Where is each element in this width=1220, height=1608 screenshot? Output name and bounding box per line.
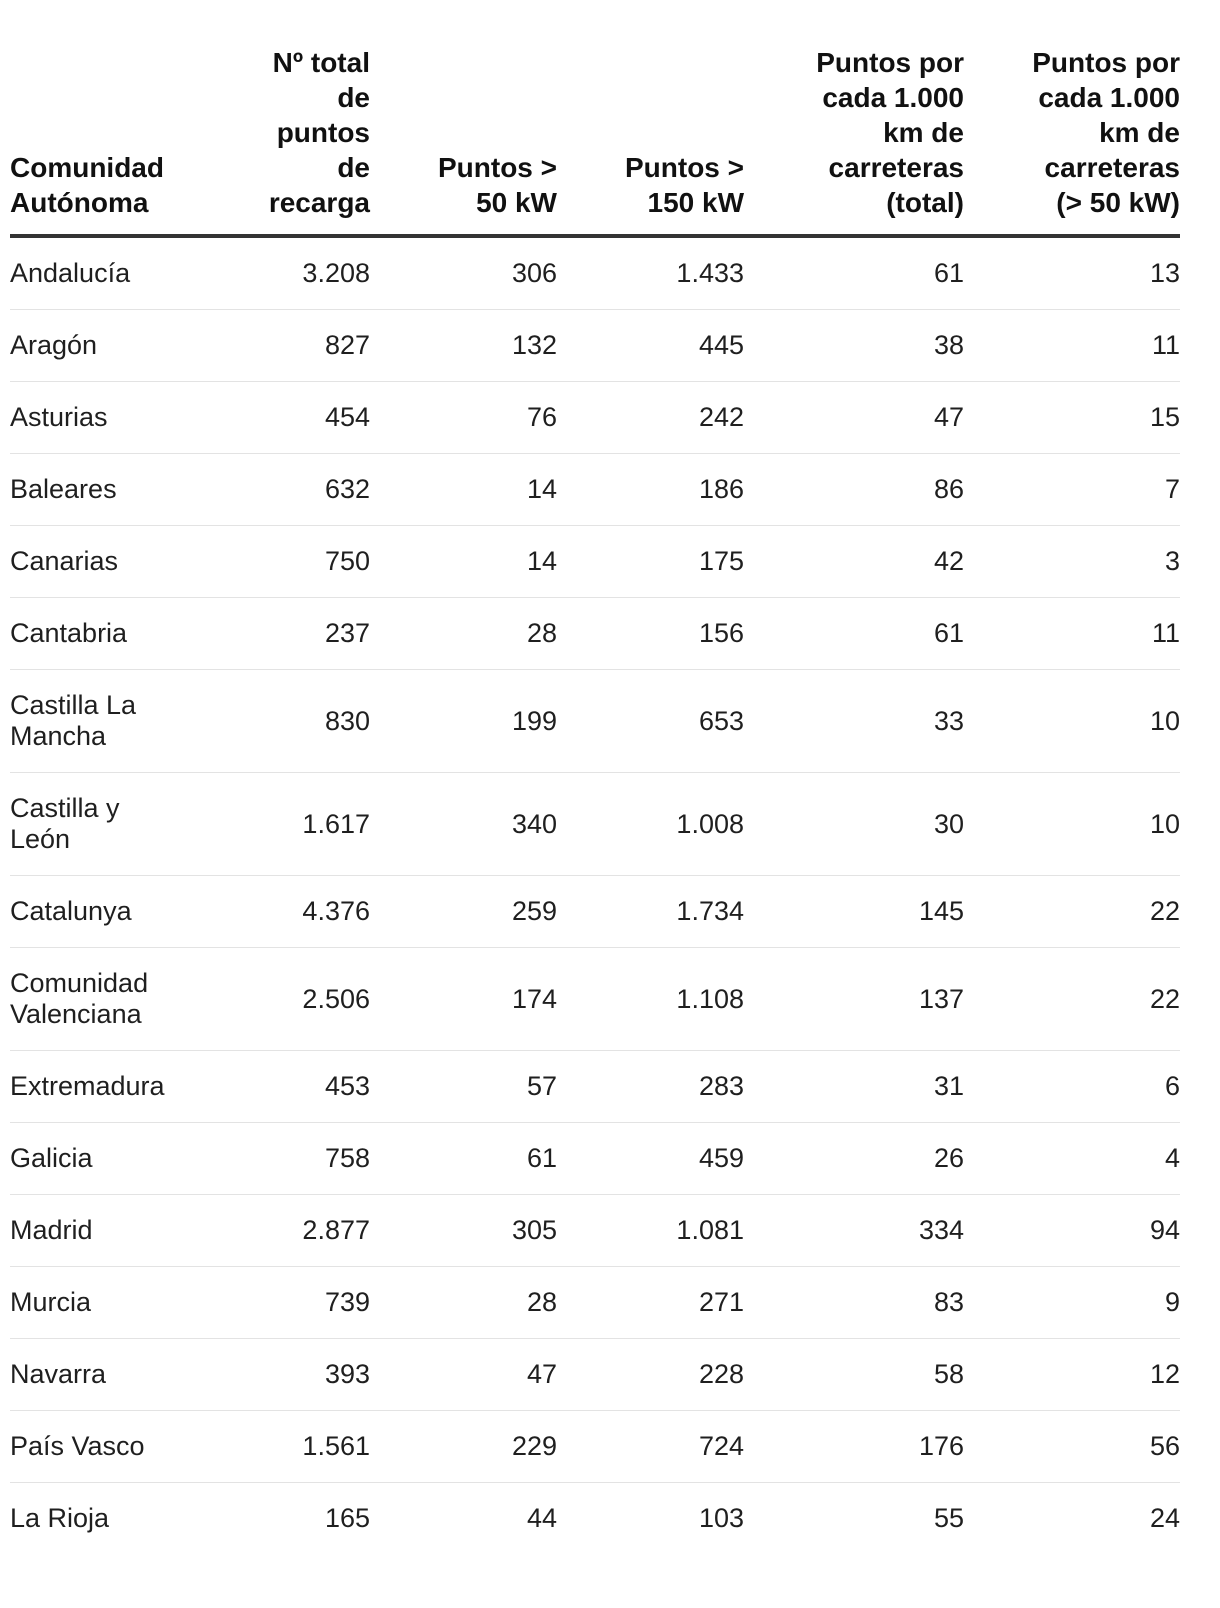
value-cell: 24 (1149, 1503, 1180, 1533)
value-cell: 4 (964, 1123, 1180, 1195)
value-cell: 132 (370, 310, 557, 382)
table-row (10, 1195, 1180, 1267)
value-cell: 334 (744, 1195, 964, 1267)
value-cell: 61 (370, 1123, 557, 1195)
value-cell: 56 (964, 1411, 1180, 1483)
row-label-cell: Navarra (10, 1339, 200, 1411)
value-cell: 14 (370, 526, 557, 598)
column-header (964, 0, 1180, 236)
row-label-cell: Andalucía (10, 236, 200, 310)
table-row (10, 1483, 1180, 1555)
value-cell: 86 (744, 454, 964, 526)
value-cell: 228 (557, 1339, 744, 1411)
value-cell: 58 (744, 1339, 964, 1411)
value-cell: 1.108 (557, 948, 744, 1051)
value-cell: 28 (370, 1267, 557, 1339)
value-cell: 827 (200, 310, 370, 382)
table-row (10, 1339, 1180, 1411)
value-cell: 61 (744, 236, 964, 310)
value-cell: 758 (200, 1123, 370, 1195)
value-cell: 3.208 (200, 236, 370, 310)
value-cell: 1.617 (200, 773, 370, 876)
value-cell: 38 (744, 310, 964, 382)
value-cell: 15 (964, 382, 1180, 454)
value-cell: 739 (200, 1267, 370, 1339)
row-label-cell: Galicia (10, 1123, 200, 1195)
column-header (10, 0, 200, 236)
value-cell: 1.561 (200, 1411, 370, 1483)
value-cell: 12 (964, 1339, 1180, 1411)
row-label-cell: Canarias (10, 526, 200, 598)
column-header (200, 0, 370, 236)
column-header-label: Puntos > 150 kW (624, 152, 744, 218)
value-cell: 242 (557, 382, 744, 454)
row-label-cell: Baleares (10, 454, 200, 526)
row-label-cell: La Rioja (10, 1503, 110, 1533)
table-body (10, 236, 1180, 1554)
value-cell: 28 (370, 598, 557, 670)
value-cell: 1.008 (557, 773, 744, 876)
table-header (10, 0, 1180, 236)
value-cell: 61 (744, 598, 964, 670)
row-label-cell: Murcia (10, 1267, 200, 1339)
value-cell: 237 (200, 598, 370, 670)
value-cell: 2.506 (200, 948, 370, 1051)
row-label-cell: Madrid (10, 1195, 200, 1267)
value-cell: 6 (964, 1051, 1180, 1123)
value-cell: 445 (557, 310, 744, 382)
table-row (10, 310, 1180, 382)
table-row (10, 598, 1180, 670)
column-header (557, 0, 744, 236)
column-header-label: Puntos por cada 1.000 km de carreteras (> 50 kW) (1032, 47, 1180, 218)
value-cell: 13 (964, 236, 1180, 310)
value-cell: 186 (557, 454, 744, 526)
table-row (10, 454, 1180, 526)
value-cell: 724 (557, 1411, 744, 1483)
value-cell: 4.376 (200, 876, 370, 948)
value-cell: 459 (557, 1123, 744, 1195)
row-label-cell (10, 773, 200, 876)
table-row (10, 526, 1180, 598)
table-container (10, 0, 1180, 1554)
row-label-cell: Catalunya (10, 876, 200, 948)
value-cell: 393 (200, 1339, 370, 1411)
value-cell: 22 (964, 876, 1180, 948)
row-label-cell (10, 670, 200, 773)
value-cell: 103 (698, 1503, 744, 1533)
column-header-label: Puntos por cada 1.000 km de carreteras (total) (816, 47, 964, 218)
column-header (744, 0, 964, 236)
row-label-cell: Aragón (10, 310, 200, 382)
table-row (10, 876, 1180, 948)
row-label-cell: Cantabria (10, 598, 200, 670)
value-cell: 33 (744, 670, 964, 773)
value-cell: 165 (324, 1503, 370, 1533)
row-label-cell: País Vasco (10, 1411, 200, 1483)
value-cell: 653 (557, 670, 744, 773)
value-cell: 83 (744, 1267, 964, 1339)
value-cell: 830 (200, 670, 370, 773)
value-cell: 271 (557, 1267, 744, 1339)
value-cell: 340 (370, 773, 557, 876)
value-cell: 47 (370, 1339, 557, 1411)
value-cell: 199 (370, 670, 557, 773)
value-cell: 283 (557, 1051, 744, 1123)
table-row (10, 236, 1180, 310)
table-row (10, 670, 1180, 773)
value-cell: 175 (557, 526, 744, 598)
value-cell: 26 (744, 1123, 964, 1195)
value-cell: 14 (370, 454, 557, 526)
value-cell: 229 (370, 1411, 557, 1483)
value-cell: 57 (370, 1051, 557, 1123)
value-cell: 22 (964, 948, 1180, 1051)
value-cell: 1.433 (557, 236, 744, 310)
row-label-cell: Extremadura (10, 1051, 200, 1123)
value-cell: 30 (744, 773, 964, 876)
value-cell: 44 (526, 1503, 557, 1533)
table-row (10, 773, 1180, 876)
value-cell: 7 (964, 454, 1180, 526)
header-row (10, 0, 1180, 236)
value-cell: 47 (744, 382, 964, 454)
value-cell: 10 (964, 670, 1180, 773)
row-label-text: Castilla La Mancha (10, 690, 137, 751)
table-row (10, 1411, 1180, 1483)
row-label-cell: Asturias (10, 382, 200, 454)
table-row (10, 1051, 1180, 1123)
value-cell: 176 (744, 1411, 964, 1483)
row-label-text: Castilla y León (10, 793, 120, 854)
value-cell: 11 (964, 598, 1180, 670)
column-header (370, 0, 557, 236)
value-cell: 10 (964, 773, 1180, 876)
table-row (10, 1267, 1180, 1339)
value-cell: 259 (370, 876, 557, 948)
value-cell: 2.877 (200, 1195, 370, 1267)
value-cell: 1.081 (557, 1195, 744, 1267)
table-row (10, 1123, 1180, 1195)
value-cell: 42 (744, 526, 964, 598)
table-row (10, 948, 1180, 1051)
value-cell: 174 (370, 948, 557, 1051)
value-cell: 306 (370, 236, 557, 310)
value-cell: 31 (744, 1051, 964, 1123)
value-cell: 55 (933, 1503, 964, 1533)
row-label-cell (10, 948, 200, 1051)
charging-points-table (10, 0, 1180, 1554)
table-row (10, 382, 1180, 454)
value-cell: 145 (744, 876, 964, 948)
value-cell: 137 (744, 948, 964, 1051)
value-cell: 1.734 (557, 876, 744, 948)
value-cell: 750 (200, 526, 370, 598)
value-cell: 454 (200, 382, 370, 454)
value-cell: 76 (370, 382, 557, 454)
value-cell: 453 (200, 1051, 370, 1123)
value-cell: 305 (370, 1195, 557, 1267)
value-cell: 94 (964, 1195, 1180, 1267)
value-cell: 11 (964, 310, 1180, 382)
column-header-label: Nº total de puntos de recarga (268, 47, 370, 218)
value-cell: 9 (964, 1267, 1180, 1339)
value-cell: 156 (557, 598, 744, 670)
row-label-text: Comunidad Valenciana (10, 968, 149, 1029)
value-cell: 3 (964, 526, 1180, 598)
column-header-label: Comunidad Autónoma (10, 152, 164, 218)
value-cell: 632 (200, 454, 370, 526)
column-header-label: Puntos > 50 kW (437, 152, 557, 218)
